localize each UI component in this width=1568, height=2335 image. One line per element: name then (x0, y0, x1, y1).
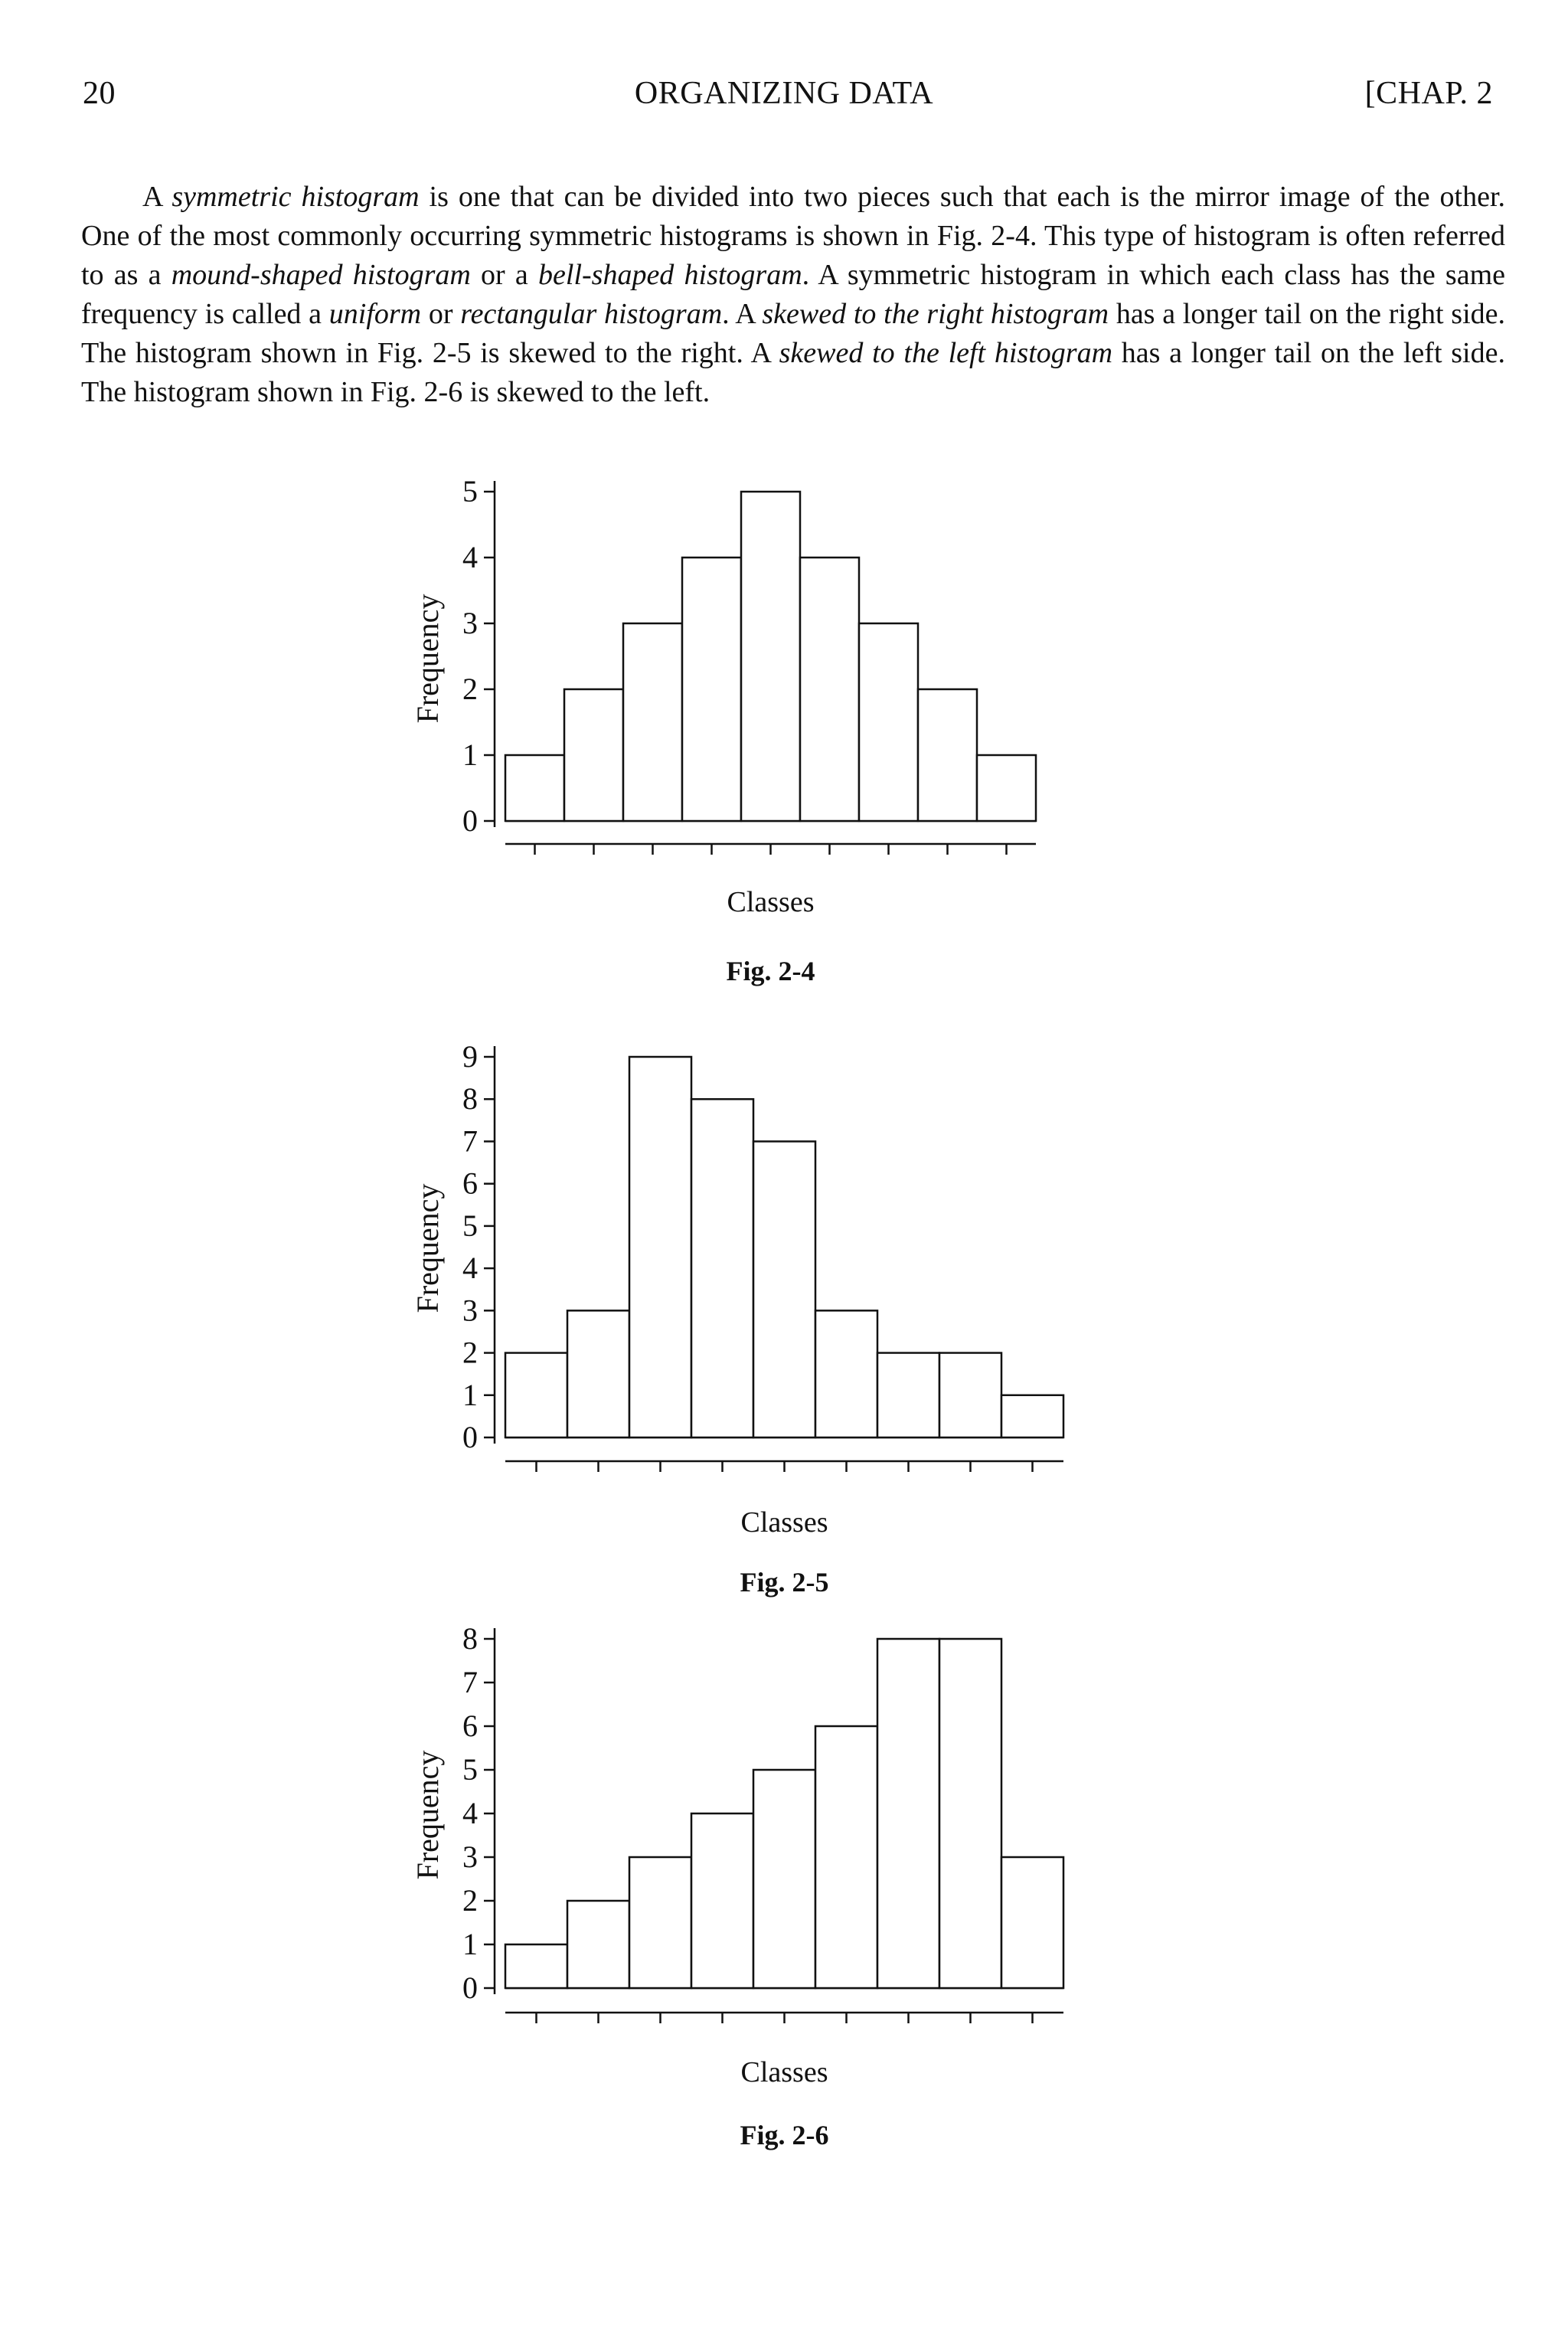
histogram-bar (800, 558, 859, 821)
histogram-bar (753, 1770, 815, 1988)
y-tick-label: 1 (462, 737, 478, 772)
histogram-bar (1001, 1395, 1063, 1437)
histogram-bar (815, 1310, 877, 1437)
y-tick-label: 4 (462, 1251, 478, 1286)
y-tick-label: 7 (462, 1665, 478, 1699)
text-run: . A symmetric histogram in which each class has the same frequency is called a (81, 259, 1505, 330)
histogram-bar (691, 1099, 753, 1437)
y-tick-label: 3 (462, 1840, 478, 1874)
text-run: or a (470, 259, 539, 291)
italic-term: skewed to the left histogram (779, 337, 1113, 369)
text-run: . A (722, 298, 763, 330)
italic-term: mound-shaped histogram (171, 259, 471, 291)
histogram-bar (877, 1639, 939, 1988)
y-tick-label: 1 (462, 1377, 478, 1412)
y-tick-label: 2 (462, 1883, 478, 1918)
histogram-fig-2-4 (0, 475, 1568, 1026)
y-tick-label: 0 (462, 1970, 478, 2005)
text-run: A (142, 181, 172, 213)
histogram-bar (629, 1857, 691, 1988)
y-tick-label: 2 (462, 1335, 478, 1370)
figure-caption: Fig. 2-6 (740, 2120, 829, 2150)
italic-term: uniform (328, 298, 422, 330)
x-axis-label: Classes (740, 1506, 828, 1539)
italic-term: skewed to the right histogram (762, 298, 1109, 330)
y-tick-label: 0 (462, 803, 478, 838)
y-tick-label: 8 (462, 1621, 478, 1656)
running-title: ORGANIZING DATA (634, 76, 934, 111)
y-tick-label: 2 (462, 672, 478, 706)
histogram-bar (505, 1944, 567, 1988)
histogram-bar (505, 755, 564, 821)
x-axis-label: Classes (740, 2056, 828, 2088)
histogram-bar (629, 1057, 691, 1437)
y-tick-label: 8 (462, 1081, 478, 1117)
histogram-bar (1001, 1857, 1063, 1988)
text-run: is one that can be divided into two pieces such that each is the mirror image of the other. One of the most commonly occurring symmetric histograms is shown in Fig. 2-4. This type of histogram is often referred to as a (81, 181, 1505, 291)
y-tick-label: 1 (462, 1927, 478, 1961)
y-tick-label: 7 (462, 1123, 478, 1159)
histogram-bar (623, 623, 682, 821)
italic-term: bell-shaped histogram (538, 259, 802, 291)
page-number: 20 (83, 76, 116, 111)
histogram-bar (505, 1353, 567, 1437)
histogram-fig-2-6 (0, 1621, 1568, 2175)
figure-caption: Fig. 2-5 (740, 1567, 829, 1598)
y-tick-label: 5 (462, 1752, 478, 1787)
y-tick-label: 3 (462, 1293, 478, 1328)
histogram-bar (939, 1353, 1001, 1437)
body-paragraph (81, 178, 1505, 412)
histogram-bar (564, 689, 623, 821)
y-tick-label: 3 (462, 606, 478, 640)
paragraph-text (81, 178, 1505, 412)
x-axis-label: Classes (727, 886, 815, 918)
y-axis-label: Frequency (410, 594, 445, 724)
y-axis-label: Frequency (410, 1183, 445, 1313)
y-tick-label: 0 (462, 1420, 478, 1454)
y-tick-label: 4 (462, 540, 478, 574)
histogram-bar (939, 1639, 1001, 1988)
y-tick-label: 5 (462, 1208, 478, 1243)
histogram-bar (567, 1310, 629, 1437)
chapter-label: [CHAP. 2 (1364, 76, 1493, 111)
y-axis-label: Frequency (410, 1750, 445, 1880)
histogram-bar (741, 492, 800, 821)
italic-term: symmetric histogram (172, 181, 420, 213)
histogram-bar (918, 689, 977, 821)
text-run: or (421, 298, 461, 330)
y-tick-label: 5 (462, 474, 478, 509)
histogram-bar (567, 1901, 629, 1988)
y-tick-label: 4 (462, 1796, 478, 1830)
histogram-bar (977, 755, 1036, 821)
histogram-bar (815, 1726, 877, 1988)
text-run: has a longer tail on the left side. The histogram shown in Fig. 2-6 is skewed to the left. (81, 337, 1505, 408)
histogram-bar (753, 1141, 815, 1437)
y-tick-label: 9 (462, 1039, 478, 1074)
histogram-bar (859, 623, 918, 821)
histogram-bar (691, 1813, 753, 1988)
y-tick-label: 6 (462, 1709, 478, 1743)
histogram-bar (682, 558, 741, 821)
histogram-bar (877, 1353, 939, 1437)
italic-term: rectangular histogram (460, 298, 723, 330)
histogram-fig-2-5 (0, 1034, 1568, 1598)
figure-caption: Fig. 2-4 (726, 956, 815, 986)
y-tick-label: 6 (462, 1166, 478, 1201)
text-run: has a longer tail on the right side. The histogram shown in Fig. 2-5 is skewed to the right. A (81, 298, 1505, 369)
